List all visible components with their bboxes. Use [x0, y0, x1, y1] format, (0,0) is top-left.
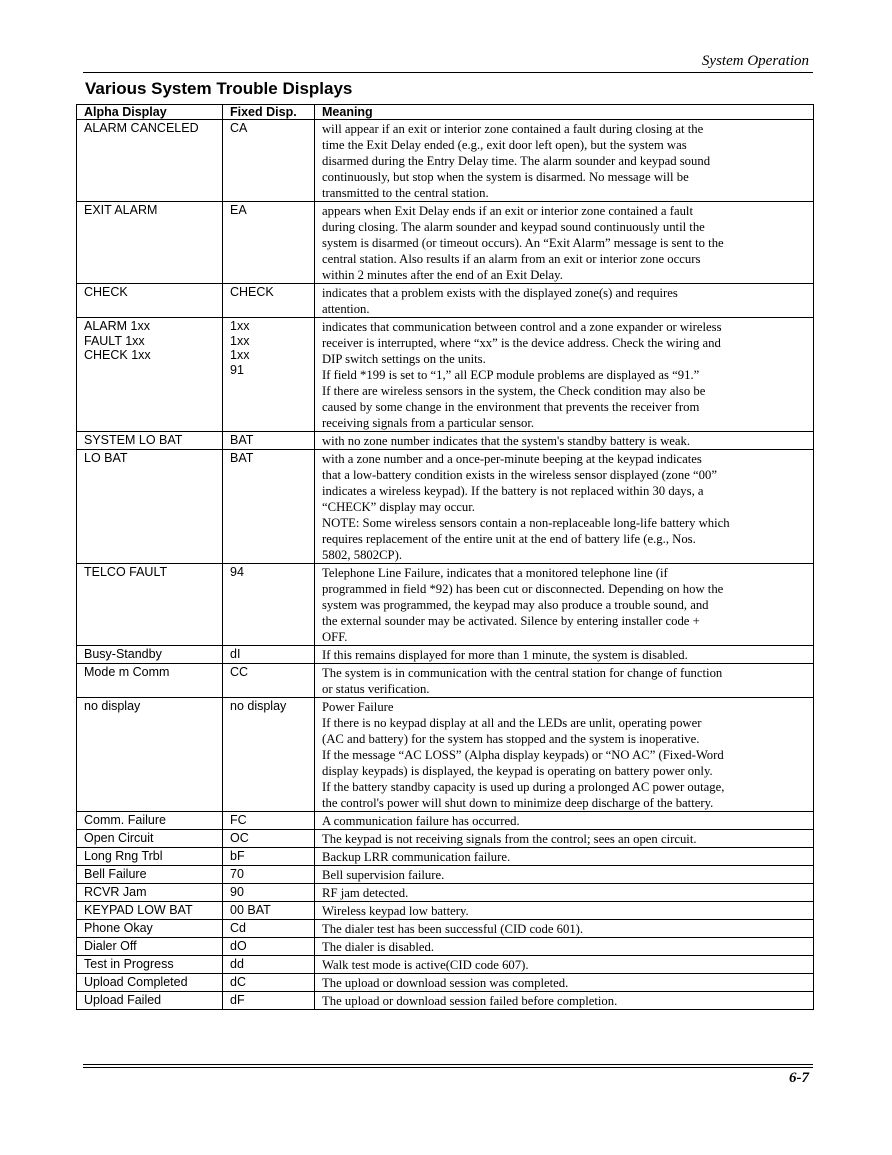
- meaning-text-line: programmed in field *92) has been cut or disconnected. Depending on how the: [322, 582, 724, 596]
- fixed-display-cell: [223, 284, 315, 318]
- alpha-display-cell: [77, 830, 223, 848]
- meaning-text-line: Walk test mode is active(CID code 607).: [322, 958, 529, 972]
- alpha-text-line: TELCO FAULT: [84, 565, 168, 579]
- meaning-text-line: appears when Exit Delay ends if an exit or interior zone contained a fault: [322, 204, 693, 218]
- meaning-text-line: (AC and battery) for the system has stopped and the system is inoperative.: [322, 732, 700, 746]
- table-row: [77, 938, 814, 956]
- alpha-display-cell: [77, 564, 223, 646]
- alpha-display-cell: [77, 120, 223, 202]
- alpha-display-cell: [77, 318, 223, 432]
- fixed-display-cell: [223, 884, 315, 902]
- fixed-display-cell: [223, 866, 315, 884]
- meaning-text-line: “CHECK” display may occur.: [322, 500, 475, 514]
- meaning-text-line: attention.: [322, 302, 370, 316]
- meaning-text-line: The system is in communication with the central station for change of function: [322, 666, 723, 680]
- fixed-text-line: bF: [230, 849, 245, 863]
- alpha-display-cell: [77, 202, 223, 284]
- meaning-text-line: indicates that communication between control and a zone expander or wireless: [322, 320, 722, 334]
- table-row: [77, 284, 814, 318]
- meaning-text-line: will appear if an exit or interior zone contained a fault during closing at the: [322, 122, 704, 136]
- meaning-cell: [315, 956, 814, 974]
- alpha-display-cell: [77, 956, 223, 974]
- alpha-display-cell: [77, 646, 223, 664]
- alpha-text-line: ALARM CANCELED: [84, 121, 199, 135]
- fixed-display-cell: [223, 974, 315, 992]
- meaning-text-line: The upload or download session was completed.: [322, 976, 569, 990]
- meaning-text-line: If this remains displayed for more than 1 minute, the system is disabled.: [322, 648, 688, 662]
- meaning-cell: [315, 698, 814, 812]
- meaning-text-line: central station. Also results if an alarm from an exit or interior zone occurs: [322, 252, 701, 266]
- alpha-text-line: RCVR Jam: [84, 885, 147, 899]
- alpha-text-line: CHECK 1xx: [84, 348, 151, 362]
- meaning-cell: [315, 866, 814, 884]
- fixed-display-cell: [223, 646, 315, 664]
- meaning-cell: [315, 812, 814, 830]
- fixed-text-line: 90: [230, 885, 244, 899]
- fixed-text-line: BAT: [230, 451, 254, 465]
- fixed-display-cell: [223, 812, 315, 830]
- fixed-display-cell: [223, 902, 315, 920]
- table-row: [77, 450, 814, 564]
- meaning-text-line: 5802, 5802CP).: [322, 548, 403, 562]
- alpha-display-cell: [77, 698, 223, 812]
- meaning-text-line: RF jam detected.: [322, 886, 409, 900]
- column-header-meaning: Meaning: [315, 105, 814, 120]
- meaning-text-line: during closing. The alarm sounder and keypad sound continuously until the: [322, 220, 705, 234]
- meaning-text-line: indicates that a problem exists with the displayed zone(s) and requires: [322, 286, 678, 300]
- fixed-text-line: dC: [230, 975, 246, 989]
- fixed-text-line: CC: [230, 665, 249, 679]
- meaning-text-line: Bell supervision failure.: [322, 868, 445, 882]
- meaning-text-line: Backup LRR communication failure.: [322, 850, 511, 864]
- meaning-text-line: indicates a wireless keypad). If the battery is not replaced within 30 days, a: [322, 484, 704, 498]
- alpha-text-line: Comm. Failure: [84, 813, 166, 827]
- trouble-displays-table: [76, 104, 814, 1010]
- meaning-text-line: The upload or download session failed before completion.: [322, 994, 618, 1008]
- fixed-text-line: EA: [230, 203, 247, 217]
- fixed-display-cell: [223, 698, 315, 812]
- table-row: [77, 866, 814, 884]
- meaning-cell: [315, 938, 814, 956]
- fixed-display-cell: [223, 920, 315, 938]
- fixed-display-cell: [223, 564, 315, 646]
- meaning-cell: [315, 830, 814, 848]
- table-row: [77, 564, 814, 646]
- meaning-text-line: The dialer is disabled.: [322, 940, 435, 954]
- meaning-text-line: the external sounder may be activated. Silence by entering installer code +: [322, 614, 700, 628]
- fixed-text-line: dI: [230, 647, 241, 661]
- meaning-text-line: the control's power will shut down to minimize deep discharge of the battery.: [322, 796, 714, 810]
- alpha-display-cell: [77, 992, 223, 1010]
- fixed-display-cell: [223, 956, 315, 974]
- fixed-text-line: BAT: [230, 433, 254, 447]
- meaning-text-line: continuously, but stop when the system is disarmed. No message will be: [322, 170, 689, 184]
- alpha-display-cell: [77, 938, 223, 956]
- fixed-text-line: 91: [230, 362, 244, 377]
- meaning-text-line: If field *199 is set to “1,” all ECP module problems are displayed as “91.”: [322, 368, 700, 382]
- meaning-cell: [315, 992, 814, 1010]
- table-header-row: [77, 105, 814, 120]
- meaning-text-line: system was programmed, the keypad may also produce a trouble sound, and: [322, 598, 709, 612]
- alpha-display-cell: [77, 902, 223, 920]
- alpha-text-line: Upload Completed: [84, 975, 188, 989]
- table-row: [77, 812, 814, 830]
- alpha-display-cell: [77, 812, 223, 830]
- fixed-text-line: 1xx: [230, 348, 250, 362]
- meaning-cell: [315, 202, 814, 284]
- meaning-text-line: If the message “AC LOSS” (Alpha display keypads) or “NO AC” (Fixed-Word: [322, 748, 724, 762]
- alpha-text-line: EXIT ALARM: [84, 203, 158, 217]
- meaning-text-line: If the battery standby capacity is used up during a prolonged AC power outage,: [322, 780, 725, 794]
- alpha-display-cell: [77, 974, 223, 992]
- section-title: Various System Trouble Displays: [85, 79, 353, 98]
- alpha-text-line: FAULT 1xx: [84, 333, 145, 348]
- alpha-display-cell: [77, 866, 223, 884]
- fixed-text-line: 00 BAT: [230, 903, 271, 917]
- alpha-display-cell: [77, 432, 223, 450]
- meaning-cell: [315, 120, 814, 202]
- meaning-text-line: caused by some change in the environment that prevents the receiver from: [322, 400, 700, 414]
- fixed-display-cell: [223, 664, 315, 698]
- alpha-display-cell: [77, 284, 223, 318]
- meaning-text-line: disarmed during the Entry Delay time. The alarm sounder and keypad sound: [322, 154, 711, 168]
- alpha-text-line: Test in Progress: [84, 957, 174, 971]
- meaning-text-line: time the Exit Delay ended (e.g., exit door left open), but the system was: [322, 138, 687, 152]
- table-row: [77, 120, 814, 202]
- alpha-text-line: Phone Okay: [84, 921, 153, 935]
- meaning-text-line: requires replacement of the entire unit at the end of battery life (e.g., Nos.: [322, 532, 696, 546]
- meaning-text-line: display keypads) is displayed, the keypad is operating on battery power only.: [322, 764, 713, 778]
- meaning-cell: [315, 432, 814, 450]
- meaning-text-line: If there is no keypad display at all and the LEDs are unlit, operating power: [322, 716, 702, 730]
- fixed-display-cell: [223, 202, 315, 284]
- fixed-text-line: dd: [230, 957, 244, 971]
- alpha-text-line: LO BAT: [84, 451, 128, 465]
- table-row: [77, 830, 814, 848]
- table-row: [77, 974, 814, 992]
- meaning-text-line: that a low-battery condition exists in the wireless sensor displayed (zone “00”: [322, 468, 717, 482]
- footer-rule: [83, 1064, 813, 1065]
- fixed-text-line: dF: [230, 993, 245, 1007]
- meaning-text-line: within 2 minutes after the end of an Exit Delay.: [322, 268, 563, 282]
- meaning-cell: [315, 664, 814, 698]
- table-row: [77, 202, 814, 284]
- page-number: 6-7: [789, 1070, 809, 1086]
- alpha-text-line: Busy-Standby: [84, 647, 162, 661]
- meaning-cell: [315, 974, 814, 992]
- table-row: [77, 884, 814, 902]
- table-body: [77, 120, 814, 1010]
- alpha-text-line: ALARM 1xx: [84, 319, 150, 333]
- fixed-text-line: CA: [230, 121, 248, 135]
- meaning-cell: [315, 450, 814, 564]
- meaning-text-line: with a zone number and a once-per-minute beeping at the keypad indicates: [322, 452, 702, 466]
- alpha-text-line: KEYPAD LOW BAT: [84, 903, 193, 917]
- alpha-text-line: Dialer Off: [84, 939, 137, 953]
- table-row: [77, 992, 814, 1010]
- alpha-text-line: no display: [84, 699, 141, 713]
- fixed-text-line: OC: [230, 831, 249, 845]
- meaning-text-line: transmitted to the central station.: [322, 186, 489, 200]
- alpha-display-cell: [77, 450, 223, 564]
- fixed-text-line: 94: [230, 565, 244, 579]
- alpha-text-line: Mode m Comm: [84, 665, 170, 679]
- fixed-display-cell: [223, 450, 315, 564]
- column-header-alpha-display: Alpha Display: [77, 105, 223, 120]
- fixed-display-cell: [223, 830, 315, 848]
- fixed-text-line: Cd: [230, 921, 246, 935]
- alpha-text-line: Long Rng Trbl: [84, 849, 163, 863]
- fixed-text-line: dO: [230, 939, 247, 953]
- meaning-text-line: If there are wireless sensors in the system, the Check condition may also be: [322, 384, 706, 398]
- meaning-cell: [315, 284, 814, 318]
- fixed-display-cell: [223, 938, 315, 956]
- alpha-display-cell: [77, 848, 223, 866]
- alpha-display-cell: [77, 884, 223, 902]
- meaning-text-line: receiver is interrupted, where “xx” is the device address. Check the wiring and: [322, 336, 721, 350]
- meaning-text-line: Wireless keypad low battery.: [322, 904, 469, 918]
- alpha-text-line: SYSTEM LO BAT: [84, 433, 183, 447]
- meaning-text-line: NOTE: Some wireless sensors contain a non-replaceable long-life battery which: [322, 516, 730, 530]
- alpha-text-line: Bell Failure: [84, 867, 147, 881]
- fixed-text-line: 1xx: [230, 319, 250, 333]
- meaning-text-line: receiving signals from a particular sensor.: [322, 416, 535, 430]
- alpha-text-line: Open Circuit: [84, 831, 154, 845]
- header-rule: [83, 72, 813, 73]
- table-row: [77, 646, 814, 664]
- fixed-text-line: FC: [230, 813, 247, 827]
- table-row: [77, 956, 814, 974]
- meaning-cell: [315, 646, 814, 664]
- meaning-text-line: Telephone Line Failure, indicates that a monitored telephone line (if: [322, 566, 668, 580]
- column-header-fixed-display: Fixed Disp.: [223, 105, 315, 120]
- table-row: [77, 318, 814, 432]
- fixed-display-cell: [223, 992, 315, 1010]
- meaning-text-line: Power Failure: [322, 700, 394, 714]
- meaning-text-line: The dialer test has been successful (CID code 601).: [322, 922, 584, 936]
- alpha-text-line: CHECK: [84, 285, 128, 299]
- meaning-cell: [315, 318, 814, 432]
- fixed-text-line: no display: [230, 699, 287, 713]
- meaning-cell: [315, 848, 814, 866]
- fixed-display-cell: [223, 848, 315, 866]
- fixed-text-line: 1xx: [230, 333, 250, 348]
- footer-rule-thick: [83, 1067, 813, 1068]
- meaning-text-line: or status verification.: [322, 682, 430, 696]
- table-row: [77, 920, 814, 938]
- alpha-text-line: Upload Failed: [84, 993, 162, 1007]
- meaning-text-line: The keypad is not receiving signals from the control; sees an open circuit.: [322, 832, 697, 846]
- table-row: [77, 698, 814, 812]
- table-row: [77, 432, 814, 450]
- meaning-text-line: OFF.: [322, 630, 348, 644]
- meaning-text-line: A communication failure has occurred.: [322, 814, 520, 828]
- alpha-display-cell: [77, 920, 223, 938]
- meaning-cell: [315, 902, 814, 920]
- meaning-cell: [315, 920, 814, 938]
- table-row: [77, 902, 814, 920]
- table-row: [77, 664, 814, 698]
- fixed-display-cell: [223, 432, 315, 450]
- meaning-text-line: with no zone number indicates that the system's standby battery is weak.: [322, 434, 691, 448]
- meaning-cell: [315, 564, 814, 646]
- meaning-cell: [315, 884, 814, 902]
- running-header: System Operation: [701, 53, 809, 69]
- fixed-display-cell: [223, 120, 315, 202]
- alpha-display-cell: [77, 664, 223, 698]
- meaning-text-line: DIP switch settings on the units.: [322, 352, 486, 366]
- meaning-text-line: system is disarmed (or timeout occurs). An “Exit Alarm” message is sent to the: [322, 236, 724, 250]
- table-row: [77, 848, 814, 866]
- fixed-text-line: CHECK: [230, 285, 274, 299]
- fixed-text-line: 70: [230, 867, 244, 881]
- fixed-display-cell: [223, 318, 315, 432]
